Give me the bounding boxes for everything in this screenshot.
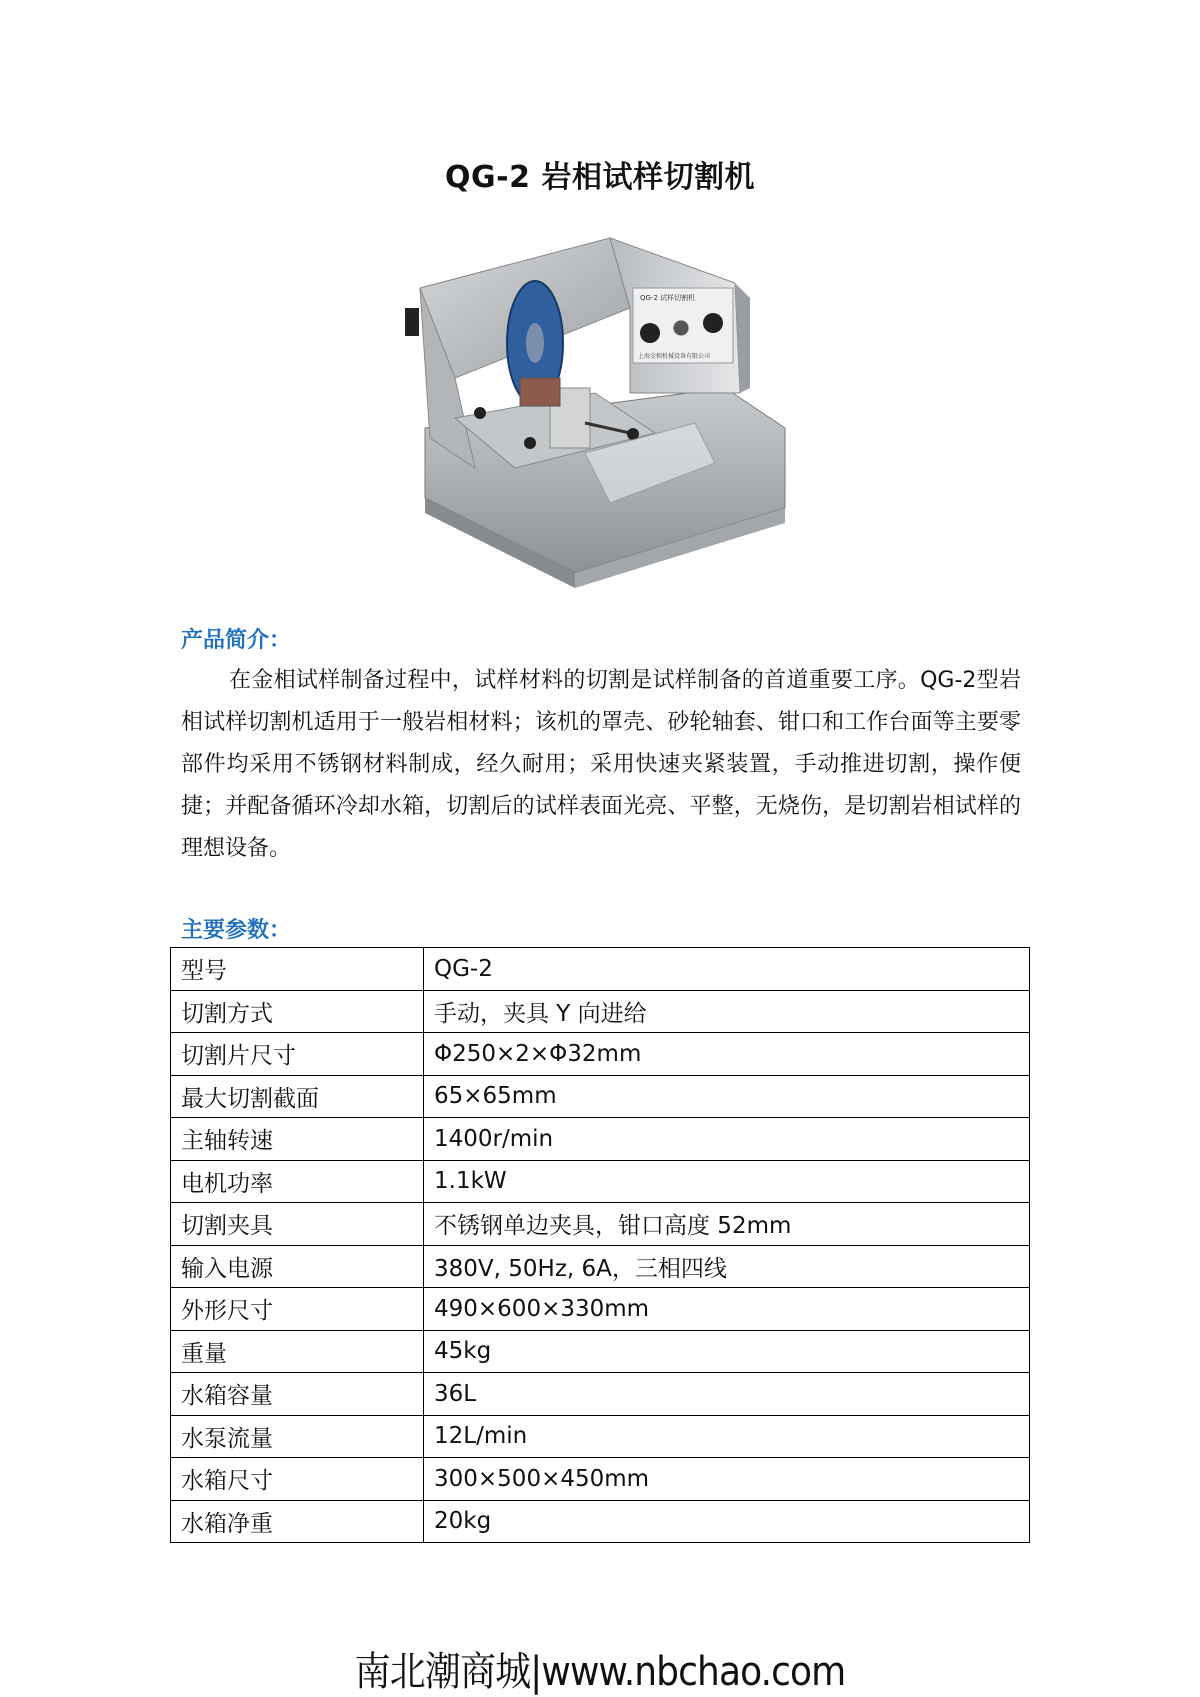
table-row (171, 1075, 1030, 1118)
table-row (171, 1245, 1030, 1288)
table-row (171, 1118, 1030, 1161)
panel-label: QG-2 试样切割机 (640, 294, 696, 302)
param-value: 45kg (424, 1330, 1030, 1373)
param-value: QG-2 (424, 948, 1030, 991)
param-key: 切割片尺寸 (171, 1033, 424, 1076)
table-row (171, 1288, 1030, 1331)
param-key: 外形尺寸 (171, 1288, 424, 1331)
param-value: Φ250×2×Φ32mm (424, 1033, 1030, 1076)
param-value: 65×65mm (424, 1075, 1030, 1118)
param-value: 490×600×330mm (424, 1288, 1030, 1331)
param-key: 主轴转速 (171, 1118, 424, 1161)
table-row (171, 948, 1030, 991)
param-key: 最大切割截面 (171, 1075, 424, 1118)
intro-heading: 产品简介： (181, 628, 292, 653)
param-key: 重量 (171, 1330, 424, 1373)
table-row (171, 1458, 1030, 1501)
param-key: 水箱尺寸 (171, 1458, 424, 1501)
param-value: 380V, 50Hz, 6A，三相四线 (424, 1245, 1030, 1288)
params-heading: 主要参数： (181, 918, 292, 943)
param-value: 36L (424, 1373, 1030, 1416)
table-row (171, 990, 1030, 1033)
param-key: 水箱净重 (171, 1500, 424, 1543)
page-title: QG-2 岩相试样切割机 (445, 160, 755, 195)
params-table (170, 947, 1030, 1543)
param-value: 12L/min (424, 1415, 1030, 1458)
footer-watermark: 南北潮商城|www.nbchao.com (354, 1649, 846, 1695)
param-value: 20kg (424, 1500, 1030, 1543)
maker-label: 上海金相机械设备有限公司 (638, 353, 711, 360)
param-key: 水泵流量 (171, 1415, 424, 1458)
param-value: 300×500×450mm (424, 1458, 1030, 1501)
param-value: 1400r/min (424, 1118, 1030, 1161)
param-key: 切割夹具 (171, 1203, 424, 1246)
table-row (171, 1160, 1030, 1203)
table-row (171, 1415, 1030, 1458)
intro-paragraph: 在金相试样制备过程中，试样材料的切割是试样制备的首道重要工序。QG-2型岩相试样切割机适用于一般岩相材料；该机的罩壳、砂轮轴套、钳口和工作台面等主要零部件均采用不锈钢材料制成，经久耐用；采用快速夹紧装置，手动推进切割，操作便捷；并配备循环冷却水箱，切割后的试样表面光亮、平整，无烧伤，是切割岩相试样的理想设备。 (181, 668, 1021, 861)
param-value: 1.1kW (424, 1160, 1030, 1203)
param-value: 手动，夹具 Y 向进给 (424, 990, 1030, 1033)
param-value: 不锈钢单边夹具，钳口高度 52mm (424, 1203, 1030, 1246)
table-row (171, 1033, 1030, 1076)
param-key: 切割方式 (171, 990, 424, 1033)
table-row (171, 1203, 1030, 1246)
table-row (171, 1500, 1030, 1543)
param-key: 电机功率 (171, 1160, 424, 1203)
product-photo (395, 228, 815, 608)
param-key: 输入电源 (171, 1245, 424, 1288)
param-key: 水箱容量 (171, 1373, 424, 1416)
table-row (171, 1330, 1030, 1373)
param-key: 型号 (171, 948, 424, 991)
table-row (171, 1373, 1030, 1416)
